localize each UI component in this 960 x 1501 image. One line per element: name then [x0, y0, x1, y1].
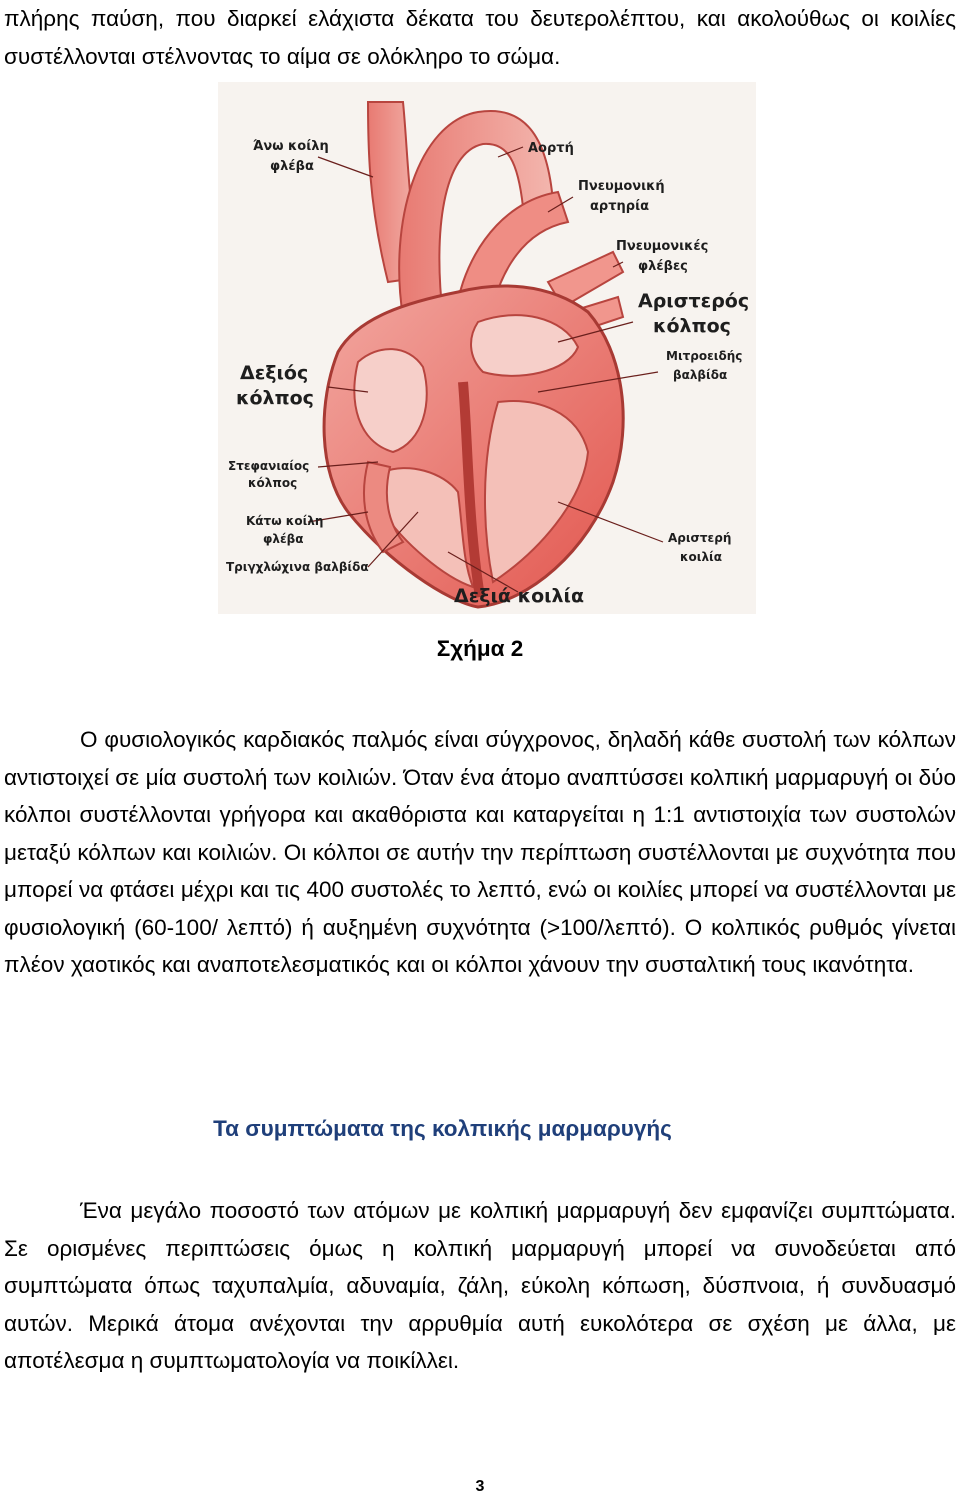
section-heading: Τα συμπτώματα της κολπικής μαρμαρυγής	[213, 1116, 672, 1141]
label-left-atrium-2: κόλπος	[653, 315, 731, 337]
label-superior-vena-cava-1: Άνω κοίλη	[253, 139, 329, 154]
label-coronary-sinus-2: κόλπος	[248, 476, 298, 490]
label-right-atrium-2: κόλπος	[236, 387, 314, 409]
page-number: 3	[475, 1478, 485, 1495]
label-pulmonary-veins-2: φλέβες	[638, 259, 688, 274]
label-pulmonary-artery-2: αρτηρία	[590, 199, 650, 214]
label-aorta: Αορτή	[528, 141, 574, 156]
label-pulmonary-artery-1: Πνευμονική	[578, 179, 665, 194]
label-pulmonary-veins-1: Πνευμονικές	[616, 239, 709, 254]
paragraph-heartbeat-text: Ο φυσιολογικός καρδιακός παλμός είναι σύγχρονος, δηλαδή κάθε συστολή των κόλπων αντιστοιχεί σε μία συστολή των κοιλιών. Όταν ένα άτομο αναπτύσσει κολπική μαρμαρυγή οι δύο κόλποι συστέλλονται γρήγορα και ακαθόριστα και καταργείται η 1:1 αντιστοιχία των συστολών μεταξύ κόλπων και κοιλιών. Οι κόλποι σε αυτήν την περίπτωση συστέλλονται με συχνότητα που μπορεί να φτάσει μέχρι και τις 400 συστολές το λεπτό, ενώ οι κοιλίες μπορεί να συστέλλονται με φυσιολογική (60-100/ λεπτό) ή αυξημένη συχνότητα (>100/λεπτό). Ο κολπικός ρυθμός γίνεται πλέον χαοτικός και αναποτελεσματικός και οι κόλποι χάνουν την συσταλτική τους ικανότητα.	[4, 727, 956, 977]
label-right-ventricle: Δεξιά κοιλία	[454, 585, 585, 607]
paragraph-symptoms-text: Ένα μεγάλο ποσοστό των ατόμων με κολπική μαρμαρυγή δεν εμφανίζει συμπτώματα. Σε ορισμένες περιπτώσεις όμως η κολπική μαρμαρυγή μπορεί να συνοδεύεται από συμπτώματα όπως ταχυπαλμία, αδυναμία, ζάλη, εύκολη κόπωση, δύσπνοια, ή συνδυασμό αυτών. Μερικά άτομα ανέχονται την αρρυθμία αυτή ευκολότερα σε σχέση με άλλα, με αποτέλεσμα η συμπτωματολογία να ποικίλλει.	[4, 1198, 956, 1373]
label-left-ventricle-2: κοιλία	[680, 550, 722, 564]
figure-caption: Σχήμα 2	[436, 636, 524, 661]
label-inferior-vena-cava-2: φλέβα	[263, 532, 304, 546]
label-superior-vena-cava-2: φλέβα	[270, 159, 314, 174]
intro-text: πλήρης παύση, που διαρκεί ελάχιστα δέκατα του δευτερολέπτου, και ακολούθως οι κοιλίες συστέλλονται στέλνοντας το αίμα σε ολόκληρο το σώμα.	[4, 6, 956, 69]
label-mitral-valve-2: βαλβίδα	[673, 368, 728, 382]
paragraph-symptoms	[4, 1192, 956, 1380]
paragraph-heartbeat	[4, 721, 956, 984]
heart-diagram	[218, 82, 756, 614]
label-inferior-vena-cava-1: Κάτω κοίλη	[246, 514, 324, 528]
label-left-atrium-1: Αριστερός	[638, 290, 750, 312]
label-coronary-sinus-1: Στεφανιαίος	[228, 459, 310, 473]
intro-paragraph	[4, 0, 956, 75]
label-left-ventricle-1: Αριστερή	[668, 531, 732, 545]
label-tricuspid-valve: Τριγχλώχινα βαλβίδα	[226, 560, 369, 574]
label-right-atrium-1: Δεξιός	[240, 362, 309, 384]
label-mitral-valve-1: Μιτροειδής	[666, 349, 743, 363]
